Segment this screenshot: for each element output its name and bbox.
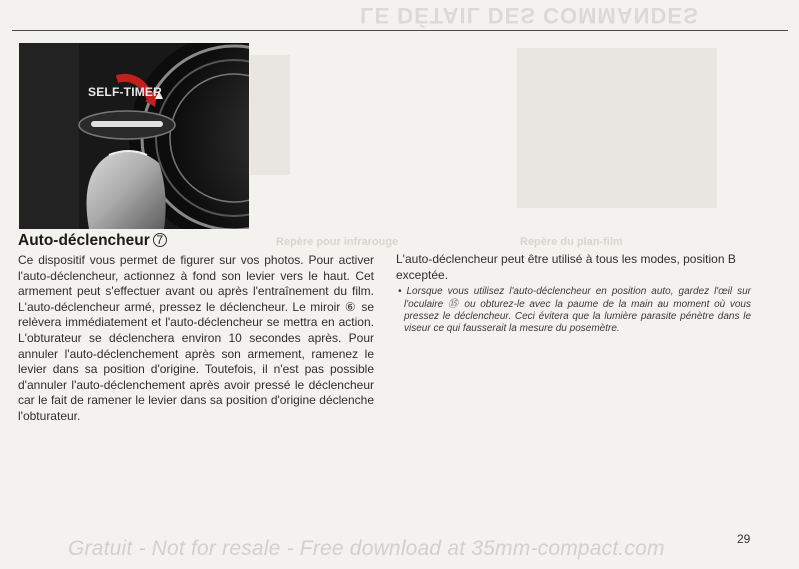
self-timer-label: SELF-TIMER [88,85,162,99]
bleed-through-image-left [250,55,290,175]
header-rule [12,30,788,31]
section-heading [18,232,374,250]
section-title: Auto-déclencheur [18,232,150,249]
reference-number: 7 [153,233,167,247]
usage-note: • Lorsque vous utilisez l'auto-déclencheur en position auto, gardez l'œil sur l'oculaire ⑮ ou obturez-le avec la paume de la main au moment où vous pressez le déclencheur. Ceci évitera que la lumière parasite pénètre dans le viseur ce qui fausserait la mesure du posemètre. [398,286,751,335]
usage-text: L'auto-déclencheur peut être utilisé à tous les modes, position B exceptée. [396,252,736,282]
right-column [396,252,751,336]
bleed-through-image [517,48,717,208]
self-timer-photo [19,43,249,229]
page-number: 29 [737,532,751,546]
section-body: Ce dispositif vous permet de figurer sur vos photos. Pour activer l'auto-déclencheur, actionnez à fond son levier vers le haut. Cet armement peut s'effectuer avant ou après l'entraînement du film. L'auto-déclencheur armé, pressez le déclencheur. Le miroir ⑥ se relèvera immédiatement et l'auto-déclencheur se mettra en action. L'obturateur se déclenchera environ 10 secondes après. Pour annuler l'auto-déclenchement après son armement, ramenez le levier dans sa position d'origine. Toutefois, il n'est pas possible d'annuler l'auto-déclenchement après avoir pressé le déclencheur car le fait de ramener le levier dans sa position d'origine déclenche l'obturateur. [18,253,374,423]
bleed-through-text: Repère du plan-film [520,236,623,248]
camera-illustration [19,43,249,229]
bleed-through-text: Repère pour infrarouge [276,236,399,248]
bleed-through-header: LE DÉTAIL DES COMMANDES [360,3,699,28]
section-self-timer [18,232,374,425]
watermark: Gratuit - Not for resale - Free download at 35mm-compact.com [68,537,665,560]
